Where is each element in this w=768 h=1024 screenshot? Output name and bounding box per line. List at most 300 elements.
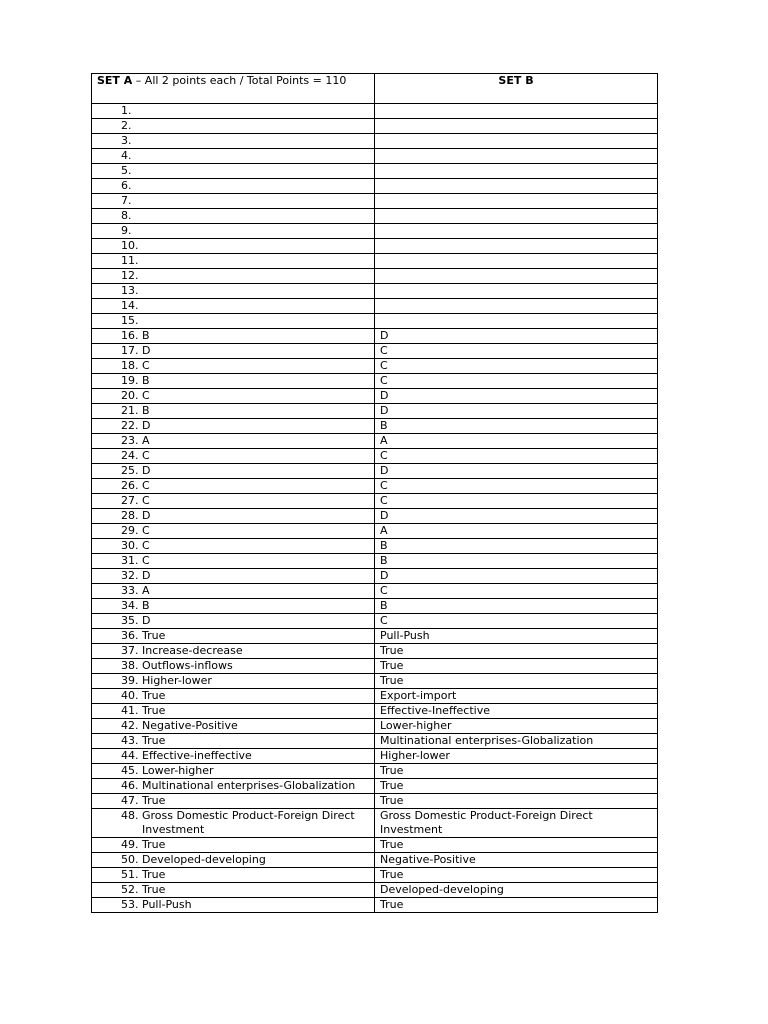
set-b-answer: Gross Domestic Product-Foreign Direct Investment <box>380 809 593 836</box>
set-b-answer: Multinational enterprises-Globalization <box>380 734 594 747</box>
set-b-answer-cell <box>375 868 658 883</box>
set-b-answer: B <box>380 554 388 567</box>
question-number: 1. <box>121 104 132 117</box>
set-b-answer-cell <box>375 659 658 674</box>
set-b-answer-cell <box>375 569 658 584</box>
set-b-answer-cell <box>375 359 658 374</box>
set-a-answer: True <box>142 838 166 851</box>
table-row <box>92 374 658 389</box>
set-b-answer-cell <box>375 494 658 509</box>
set-b-answer: D <box>380 404 389 417</box>
table-row <box>92 239 658 254</box>
set-a-answer: True <box>142 734 166 747</box>
table-row <box>92 524 658 539</box>
set-a-answer: D <box>142 569 151 582</box>
set-a-answer-cell <box>92 749 375 764</box>
table-row <box>92 584 658 599</box>
set-a-answer-cell <box>92 119 375 134</box>
table-row <box>92 569 658 584</box>
set-a-answer-cell <box>92 704 375 719</box>
set-b-answer: B <box>380 599 388 612</box>
set-b-answer: Pull-Push <box>380 629 430 642</box>
table-row <box>92 614 658 629</box>
question-number: 50. <box>121 853 139 866</box>
question-number: 4. <box>121 149 132 162</box>
set-b-answer-cell <box>375 524 658 539</box>
set-b-answer-cell <box>375 134 658 149</box>
set-a-answer-cell <box>92 419 375 434</box>
set-a-answer-cell <box>92 779 375 794</box>
set-a-answer <box>135 209 374 223</box>
table-row <box>92 794 658 809</box>
question-number: 10. <box>121 239 139 252</box>
table-row <box>92 419 658 434</box>
set-b-answer-cell <box>375 374 658 389</box>
set-a-answer: C <box>142 359 150 372</box>
set-a-answer-cell <box>92 569 375 584</box>
set-b-answer-cell <box>375 389 658 404</box>
set-a-answer-cell <box>92 149 375 164</box>
table-row <box>92 494 658 509</box>
set-b-answer-cell <box>375 149 658 164</box>
set-a-answer-cell <box>92 599 375 614</box>
set-b-answer-cell <box>375 554 658 569</box>
question-number: 49. <box>121 838 139 851</box>
table-row <box>92 838 658 853</box>
question-number: 43. <box>121 734 139 747</box>
set-b-answer-cell <box>375 898 658 913</box>
table-row <box>92 674 658 689</box>
question-number: 21. <box>121 404 139 417</box>
set-a-answer-cell <box>92 104 375 119</box>
set-b-answer-cell <box>375 509 658 524</box>
table-row <box>92 883 658 898</box>
set-a-header <box>92 74 375 104</box>
question-number: 42. <box>121 719 139 732</box>
set-b-answer-cell <box>375 224 658 239</box>
set-a-answer <box>142 239 374 253</box>
table-row <box>92 539 658 554</box>
set-a-answer: B <box>142 404 150 417</box>
question-number: 25. <box>121 464 139 477</box>
question-number: 51. <box>121 868 139 881</box>
set-a-answer-cell <box>92 809 375 838</box>
table-row <box>92 434 658 449</box>
set-b-answer-cell <box>375 599 658 614</box>
question-number: 9. <box>121 224 132 237</box>
table-row <box>92 209 658 224</box>
answer-rows <box>92 104 658 913</box>
table-row <box>92 898 658 913</box>
set-b-answer-cell <box>375 209 658 224</box>
table-row <box>92 194 658 209</box>
set-a-answer-cell <box>92 389 375 404</box>
set-a-answer-cell <box>92 224 375 239</box>
set-b-answer: True <box>380 644 404 657</box>
question-number: 8. <box>121 209 132 222</box>
question-number: 33. <box>121 584 139 597</box>
set-a-answer-cell <box>92 764 375 779</box>
question-number: 3. <box>121 134 132 147</box>
set-a-answer-cell <box>92 374 375 389</box>
question-number: 13. <box>121 284 139 297</box>
set-b-answer-cell <box>375 853 658 868</box>
set-a-answer <box>135 104 374 118</box>
set-a-answer <box>135 119 374 133</box>
table-row <box>92 659 658 674</box>
set-a-answer-cell <box>92 584 375 599</box>
set-a-answer-cell <box>92 509 375 524</box>
set-a-answer-cell <box>92 689 375 704</box>
set-a-answer: B <box>142 374 150 387</box>
set-b-answer: Higher-lower <box>380 749 450 762</box>
set-b-answer: D <box>380 569 389 582</box>
table-row <box>92 629 658 644</box>
set-b-answer-cell <box>375 794 658 809</box>
set-a-answer: C <box>142 539 150 552</box>
set-b-answer-cell <box>375 314 658 329</box>
set-a-answer <box>135 224 374 238</box>
set-a-answer: Negative-Positive <box>142 719 238 732</box>
set-a-answer-cell <box>92 299 375 314</box>
table-row <box>92 853 658 868</box>
set-a-answer: C <box>142 494 150 507</box>
set-a-answer-cell <box>92 134 375 149</box>
set-a-answer-cell <box>92 554 375 569</box>
set-a-answer <box>142 269 374 283</box>
set-a-answer-cell <box>92 254 375 269</box>
set-b-answer-cell <box>375 254 658 269</box>
set-b-answer: D <box>380 464 389 477</box>
set-a-answer: True <box>142 883 166 896</box>
set-b-answer-cell <box>375 764 658 779</box>
question-number: 5. <box>121 164 132 177</box>
answer-key-table <box>91 73 658 913</box>
table-row <box>92 329 658 344</box>
table-row <box>92 164 658 179</box>
set-b-answer: D <box>380 389 389 402</box>
set-a-points-note: – All 2 points each / Total Points = 110 <box>132 74 347 87</box>
set-b-answer-cell <box>375 689 658 704</box>
set-a-answer-cell <box>92 644 375 659</box>
set-b-answer: Effective-Ineffective <box>380 704 490 717</box>
set-a-answer: True <box>142 689 166 702</box>
question-number: 7. <box>121 194 132 207</box>
question-number: 30. <box>121 539 139 552</box>
question-number: 2. <box>121 119 132 132</box>
set-a-answer-cell <box>92 868 375 883</box>
set-b-answer-cell <box>375 164 658 179</box>
set-b-answer-cell <box>375 344 658 359</box>
set-b-answer: D <box>380 329 389 342</box>
set-b-answer: C <box>380 584 388 597</box>
table-row <box>92 449 658 464</box>
set-a-answer-cell <box>92 734 375 749</box>
set-b-answer: True <box>380 674 404 687</box>
set-a-answer: Increase-decrease <box>142 644 243 657</box>
table-row <box>92 554 658 569</box>
question-number: 41. <box>121 704 139 717</box>
set-b-answer-cell <box>375 749 658 764</box>
set-a-answer: D <box>142 419 151 432</box>
set-b-answer-cell <box>375 269 658 284</box>
set-a-answer: B <box>142 329 150 342</box>
set-b-answer: Negative-Positive <box>380 853 476 866</box>
set-b-answer-cell <box>375 104 658 119</box>
set-a-answer-cell <box>92 329 375 344</box>
set-a-answer: True <box>142 629 166 642</box>
set-a-answer <box>135 134 374 148</box>
table-row <box>92 134 658 149</box>
set-b-answer-cell <box>375 838 658 853</box>
set-a-answer: True <box>142 704 166 717</box>
question-number: 44. <box>121 749 139 762</box>
set-a-answer-cell <box>92 344 375 359</box>
set-a-answer: Outflows-inflows <box>142 659 233 672</box>
table-row <box>92 389 658 404</box>
set-a-answer-cell <box>92 209 375 224</box>
set-b-answer-cell <box>375 629 658 644</box>
set-a-answer: Pull-Push <box>142 898 192 911</box>
question-number: 45. <box>121 764 139 777</box>
question-number: 17. <box>121 344 139 357</box>
set-b-answer: A <box>380 524 388 537</box>
question-number: 47. <box>121 794 139 807</box>
question-number: 52. <box>121 883 139 896</box>
table-row <box>92 179 658 194</box>
question-number: 24. <box>121 449 139 462</box>
question-number: 11. <box>121 254 139 267</box>
set-b-answer-cell <box>375 179 658 194</box>
table-row <box>92 779 658 794</box>
set-a-answer: Multinational enterprises-Globalization <box>142 779 356 792</box>
set-a-answer-cell <box>92 239 375 254</box>
set-a-answer <box>135 149 374 163</box>
table-row <box>92 868 658 883</box>
question-number: 38. <box>121 659 139 672</box>
table-row <box>92 734 658 749</box>
set-b-answer-cell <box>375 329 658 344</box>
set-a-answer: Gross Domestic Product-Foreign Direct Investment <box>142 809 355 836</box>
question-number: 6. <box>121 179 132 192</box>
set-a-answer-cell <box>92 659 375 674</box>
question-number: 37. <box>121 644 139 657</box>
table-row <box>92 749 658 764</box>
question-number: 22. <box>121 419 139 432</box>
set-a-answer: C <box>142 554 150 567</box>
question-number: 16. <box>121 329 139 342</box>
set-b-answer-cell <box>375 449 658 464</box>
table-row <box>92 599 658 614</box>
table-row <box>92 644 658 659</box>
table-row <box>92 509 658 524</box>
set-b-answer: True <box>380 659 404 672</box>
question-number: 26. <box>121 479 139 492</box>
table-header-row <box>92 74 658 104</box>
set-a-answer: Lower-higher <box>142 764 214 777</box>
set-b-answer: True <box>380 779 404 792</box>
set-b-answer: C <box>380 479 388 492</box>
question-number: 32. <box>121 569 139 582</box>
set-a-answer: A <box>142 584 150 597</box>
question-number: 23. <box>121 434 139 447</box>
table-row <box>92 479 658 494</box>
set-a-answer-cell <box>92 464 375 479</box>
set-a-answer: C <box>142 479 150 492</box>
table-row <box>92 299 658 314</box>
set-b-header: SET B <box>375 74 658 104</box>
set-b-answer-cell <box>375 809 658 838</box>
set-b-answer-cell <box>375 119 658 134</box>
table-row <box>92 149 658 164</box>
set-b-answer-cell <box>375 194 658 209</box>
set-b-answer: True <box>380 898 404 911</box>
table-row <box>92 269 658 284</box>
set-b-answer-cell <box>375 779 658 794</box>
set-a-answer-cell <box>92 898 375 913</box>
set-a-answer <box>135 179 374 193</box>
set-b-answer-cell <box>375 674 658 689</box>
set-a-answer: C <box>142 524 150 537</box>
set-a-answer: True <box>142 794 166 807</box>
set-a-answer-cell <box>92 614 375 629</box>
set-b-answer-cell <box>375 704 658 719</box>
set-a-answer: B <box>142 599 150 612</box>
table-row <box>92 254 658 269</box>
table-row <box>92 119 658 134</box>
set-b-answer-cell <box>375 614 658 629</box>
table-row <box>92 314 658 329</box>
set-a-answer: Effective-ineffective <box>142 749 252 762</box>
set-a-answer: D <box>142 614 151 627</box>
question-number: 46. <box>121 779 139 792</box>
set-a-answer-cell <box>92 674 375 689</box>
set-a-answer-cell <box>92 404 375 419</box>
set-a-answer-cell <box>92 794 375 809</box>
set-b-answer-cell <box>375 299 658 314</box>
set-a-answer-cell <box>92 479 375 494</box>
question-number: 34. <box>121 599 139 612</box>
set-a-answer-cell <box>92 629 375 644</box>
table-row <box>92 104 658 119</box>
set-b-answer: True <box>380 764 404 777</box>
set-b-answer-cell <box>375 584 658 599</box>
set-b-answer-cell <box>375 434 658 449</box>
set-b-answer: C <box>380 614 388 627</box>
set-a-answer-cell <box>92 719 375 734</box>
question-number: 18. <box>121 359 139 372</box>
set-a-answer: A <box>142 434 150 447</box>
set-a-answer-cell <box>92 883 375 898</box>
set-a-answer: D <box>142 509 151 522</box>
set-a-answer <box>142 254 374 268</box>
set-b-answer: Export-import <box>380 689 457 702</box>
question-number: 12. <box>121 269 139 282</box>
set-b-answer-cell <box>375 239 658 254</box>
set-a-answer <box>135 164 374 178</box>
set-a-answer: Developed-developing <box>142 853 266 866</box>
set-a-answer-cell <box>92 314 375 329</box>
set-b-answer: True <box>380 868 404 881</box>
set-a-answer: True <box>142 868 166 881</box>
set-b-answer-cell <box>375 539 658 554</box>
set-a-answer-cell <box>92 269 375 284</box>
set-a-answer-cell <box>92 284 375 299</box>
set-a-answer <box>142 284 374 298</box>
question-number: 53. <box>121 898 139 911</box>
set-b-answer: C <box>380 449 388 462</box>
question-number: 28. <box>121 509 139 522</box>
set-b-answer: C <box>380 359 388 372</box>
set-a-answer: D <box>142 464 151 477</box>
question-number: 39. <box>121 674 139 687</box>
question-number: 29. <box>121 524 139 537</box>
table-row <box>92 359 658 374</box>
set-b-answer: D <box>380 509 389 522</box>
table-row <box>92 464 658 479</box>
set-a-answer-cell <box>92 539 375 554</box>
question-number: 35. <box>121 614 139 627</box>
set-b-answer-cell <box>375 734 658 749</box>
set-b-answer: C <box>380 374 388 387</box>
table-row <box>92 719 658 734</box>
question-number: 14. <box>121 299 139 312</box>
question-number: 20. <box>121 389 139 402</box>
question-number: 36. <box>121 629 139 642</box>
set-b-answer-cell <box>375 404 658 419</box>
set-a-answer-cell <box>92 359 375 374</box>
set-b-answer-cell <box>375 464 658 479</box>
set-b-answer-cell <box>375 719 658 734</box>
table-row <box>92 764 658 779</box>
set-b-answer: B <box>380 419 388 432</box>
set-a-answer: Higher-lower <box>142 674 212 687</box>
question-number: 40. <box>121 689 139 702</box>
table-row <box>92 284 658 299</box>
set-a-answer-cell <box>92 853 375 868</box>
set-b-answer: Lower-higher <box>380 719 452 732</box>
set-b-answer: A <box>380 434 388 447</box>
table-row <box>92 344 658 359</box>
set-a-answer-cell <box>92 494 375 509</box>
set-b-answer-cell <box>375 479 658 494</box>
set-a-answer-cell <box>92 449 375 464</box>
table-row <box>92 704 658 719</box>
table-row <box>92 404 658 419</box>
table-row <box>92 689 658 704</box>
set-b-answer-cell <box>375 284 658 299</box>
question-number: 31. <box>121 554 139 567</box>
table-row <box>92 809 658 838</box>
set-b-answer: C <box>380 344 388 357</box>
set-a-answer-cell <box>92 194 375 209</box>
set-a-answer <box>142 314 374 328</box>
set-b-answer-cell <box>375 883 658 898</box>
set-a-answer: C <box>142 389 150 402</box>
set-b-answer: C <box>380 494 388 507</box>
set-a-answer-cell <box>92 164 375 179</box>
set-b-answer-cell <box>375 419 658 434</box>
question-number: 15. <box>121 314 139 327</box>
set-a-answer <box>142 299 374 313</box>
set-b-answer-cell <box>375 644 658 659</box>
set-a-answer-cell <box>92 179 375 194</box>
question-number: 27. <box>121 494 139 507</box>
set-a-answer-cell <box>92 524 375 539</box>
table-row <box>92 224 658 239</box>
set-b-answer: B <box>380 539 388 552</box>
question-number: 19. <box>121 374 139 387</box>
